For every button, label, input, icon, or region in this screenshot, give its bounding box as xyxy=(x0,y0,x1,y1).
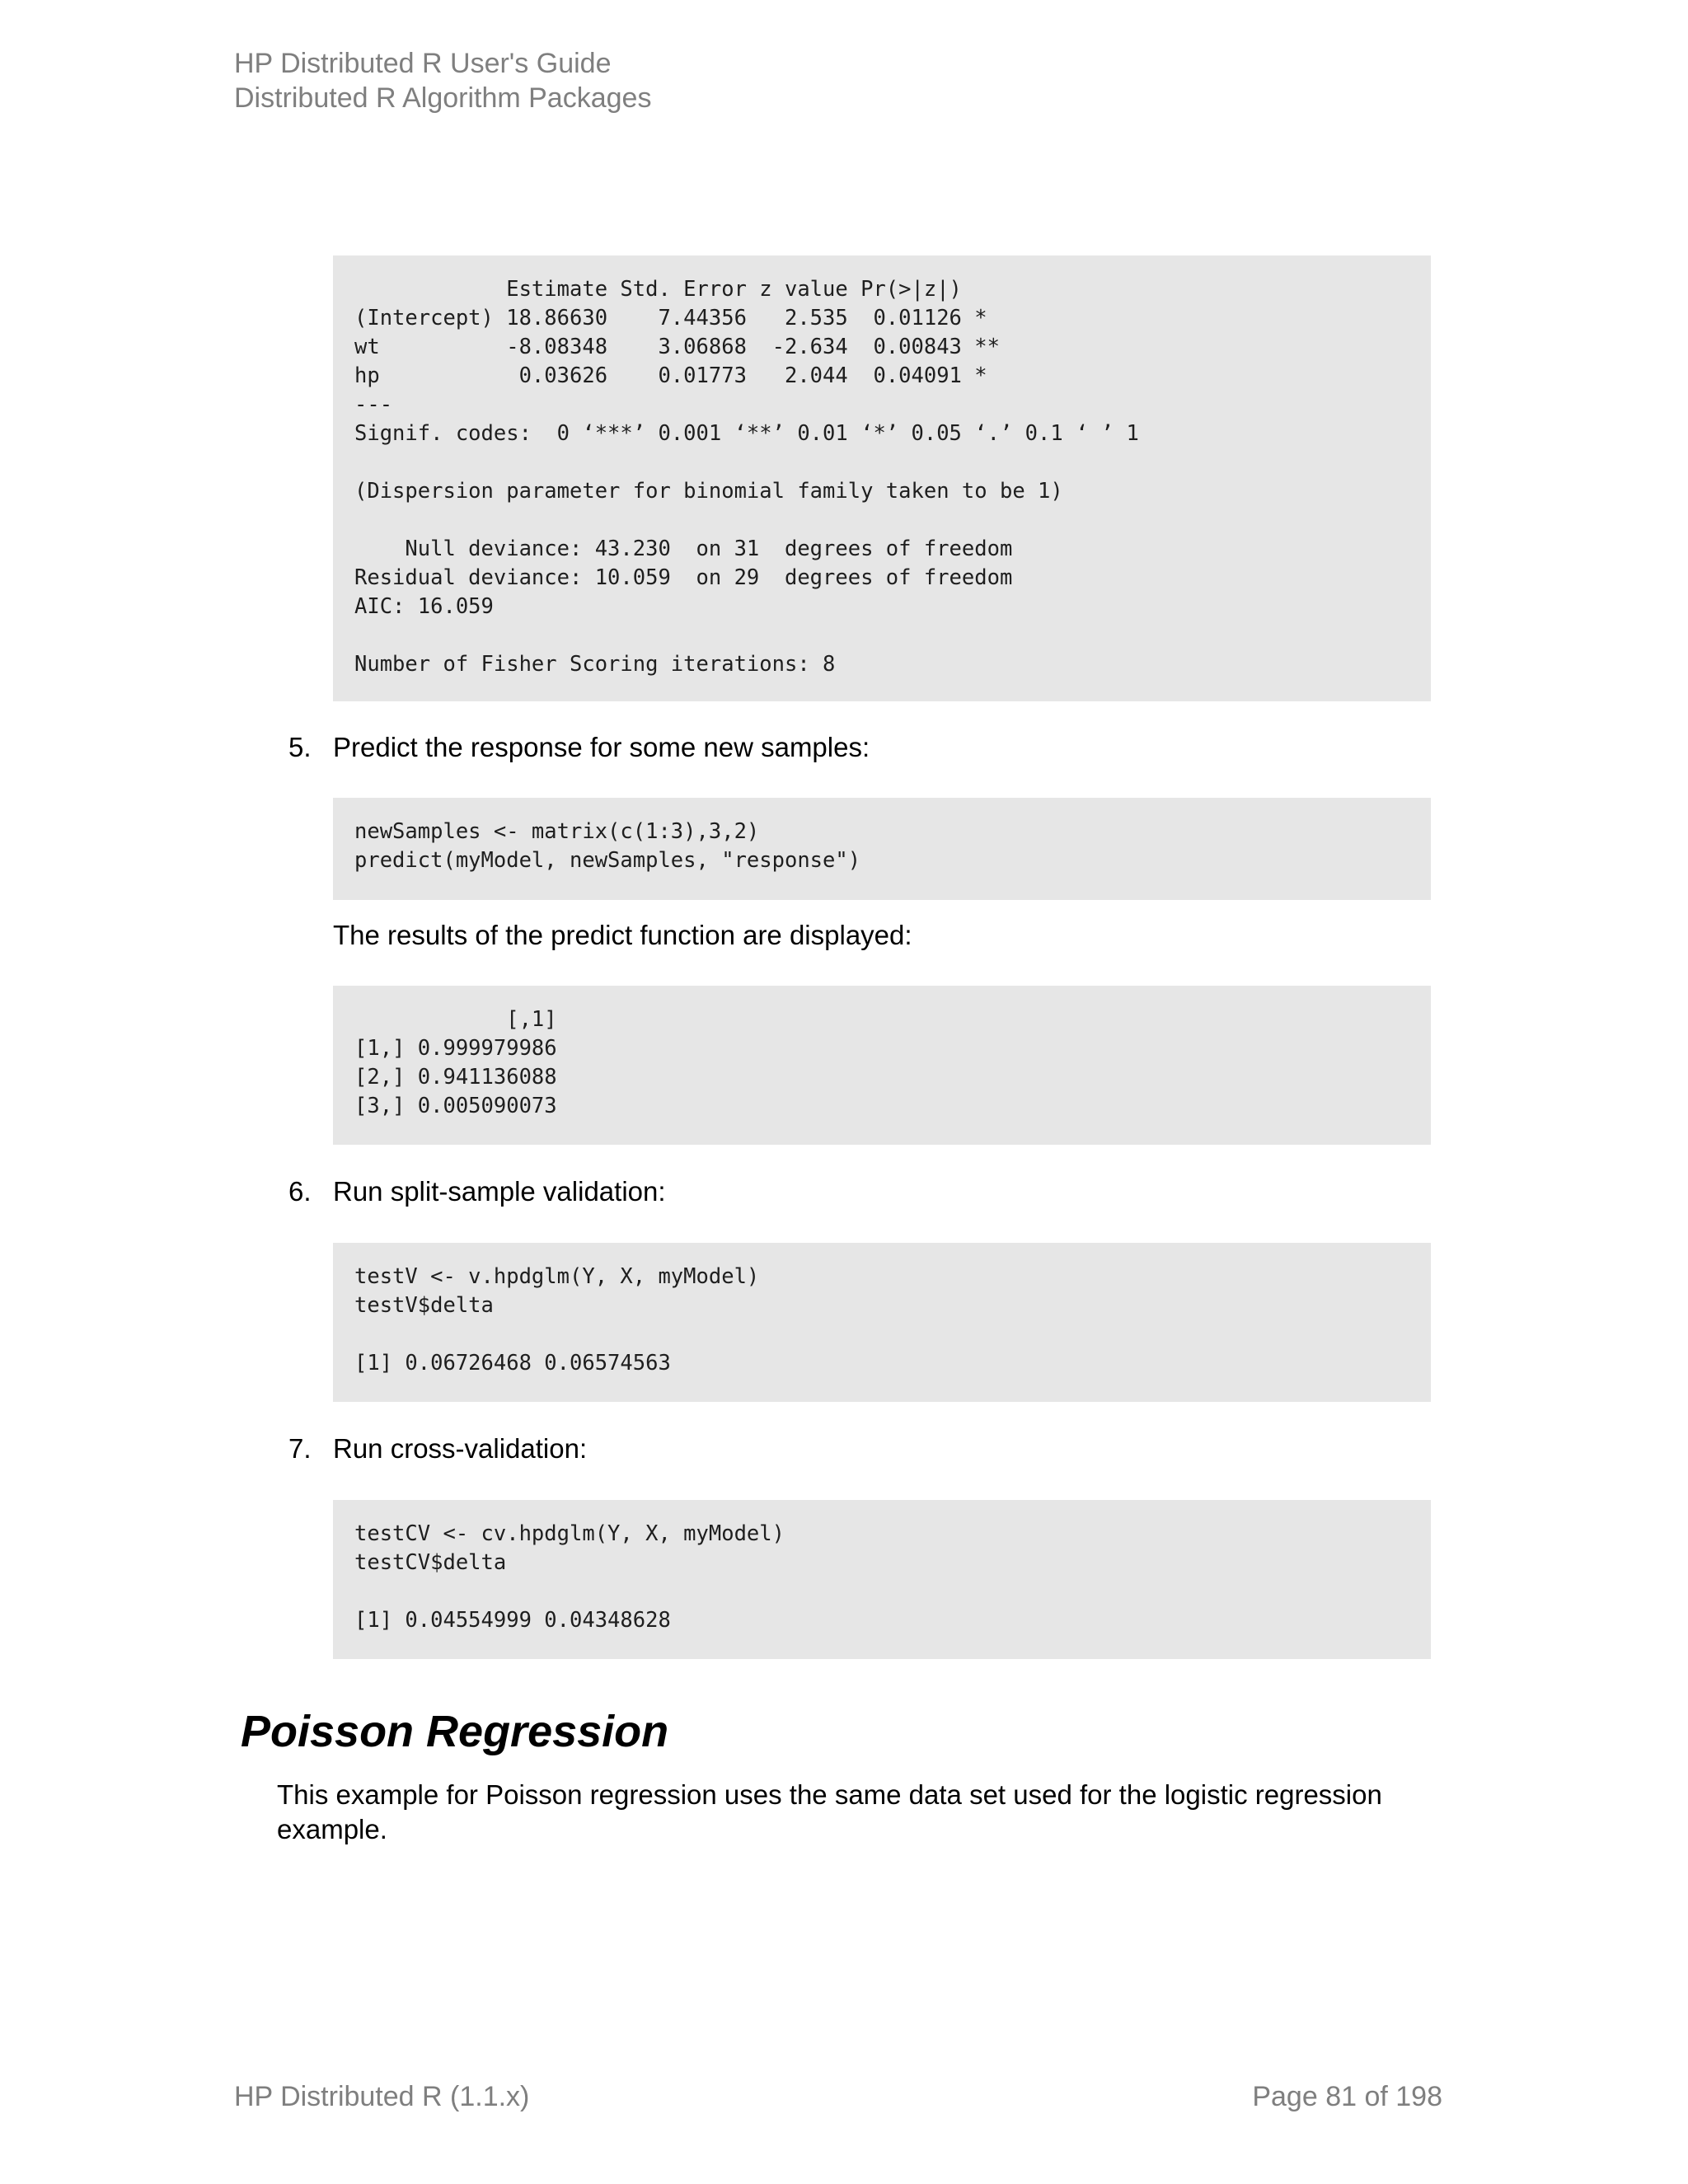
header-chapter-title: Distributed R Algorithm Packages xyxy=(234,82,652,114)
footer-product-version: HP Distributed R (1.1.x) xyxy=(234,2081,530,2112)
predict-results-text: The results of the predict function are displayed: xyxy=(333,920,912,950)
header-guide-title: HP Distributed R User's Guide xyxy=(234,48,612,79)
step-7-number: 7. xyxy=(288,1433,312,1464)
step-6-text: Run split-sample validation: xyxy=(333,1176,666,1207)
step-5-text: Predict the response for some new samples: xyxy=(333,732,870,762)
step-6-number: 6. xyxy=(288,1176,312,1207)
section-title: Poisson Regression xyxy=(241,1707,669,1756)
cross-validation-code-block: testCV <- cv.hpdglm(Y, X, myModel) testCV$delta [1] 0.04554999 0.04348628 xyxy=(333,1500,1431,1659)
section-intro: This example for Poisson regression uses the same data set used for the logistic regression example. xyxy=(277,1779,1382,1844)
split-sample-code-block: testV <- v.hpdglm(Y, X, myModel) testV$delta [1] 0.06726468 0.06574563 xyxy=(333,1243,1431,1402)
step-7 xyxy=(288,1432,587,1466)
glm-summary-output-block: Estimate Std. Error z value Pr(>|z|) (Intercept) 18.86630 7.44356 2.535 0.01126 * wt -8.08348 3.06868 -2.634 0.00843 ** hp 0.03626 0.01773 2.044 0.04091 * --- Signif. codes: 0 ‘***’ 0.001 ‘**’ 0.01 ‘*’ 0.05 ‘.’ 0.1 ‘ ’ 1 (Dispersion parameter for binomial family taken to be 1) Null deviance: 43.230 on 31 degrees of freedom Residual deviance: 10.059 on 29 degrees of freedom AIC: 16.059 Number of Fisher Scoring iterations: 8 xyxy=(333,255,1431,701)
predict-output-block: [,1] [1,] 0.999979986 [2,] 0.941136088 [3,] 0.005090073 xyxy=(333,986,1431,1145)
page-header xyxy=(234,46,651,115)
footer-page-number: Page 81 of 198 xyxy=(1252,2081,1442,2112)
step-7-text: Run cross-validation: xyxy=(333,1433,588,1464)
step-6 xyxy=(288,1174,666,1209)
step-5-number: 5. xyxy=(288,732,312,762)
step-5 xyxy=(288,730,870,765)
predict-code-block: newSamples <- matrix(c(1:3),3,2) predict(myModel, newSamples, "response") xyxy=(333,798,1431,900)
